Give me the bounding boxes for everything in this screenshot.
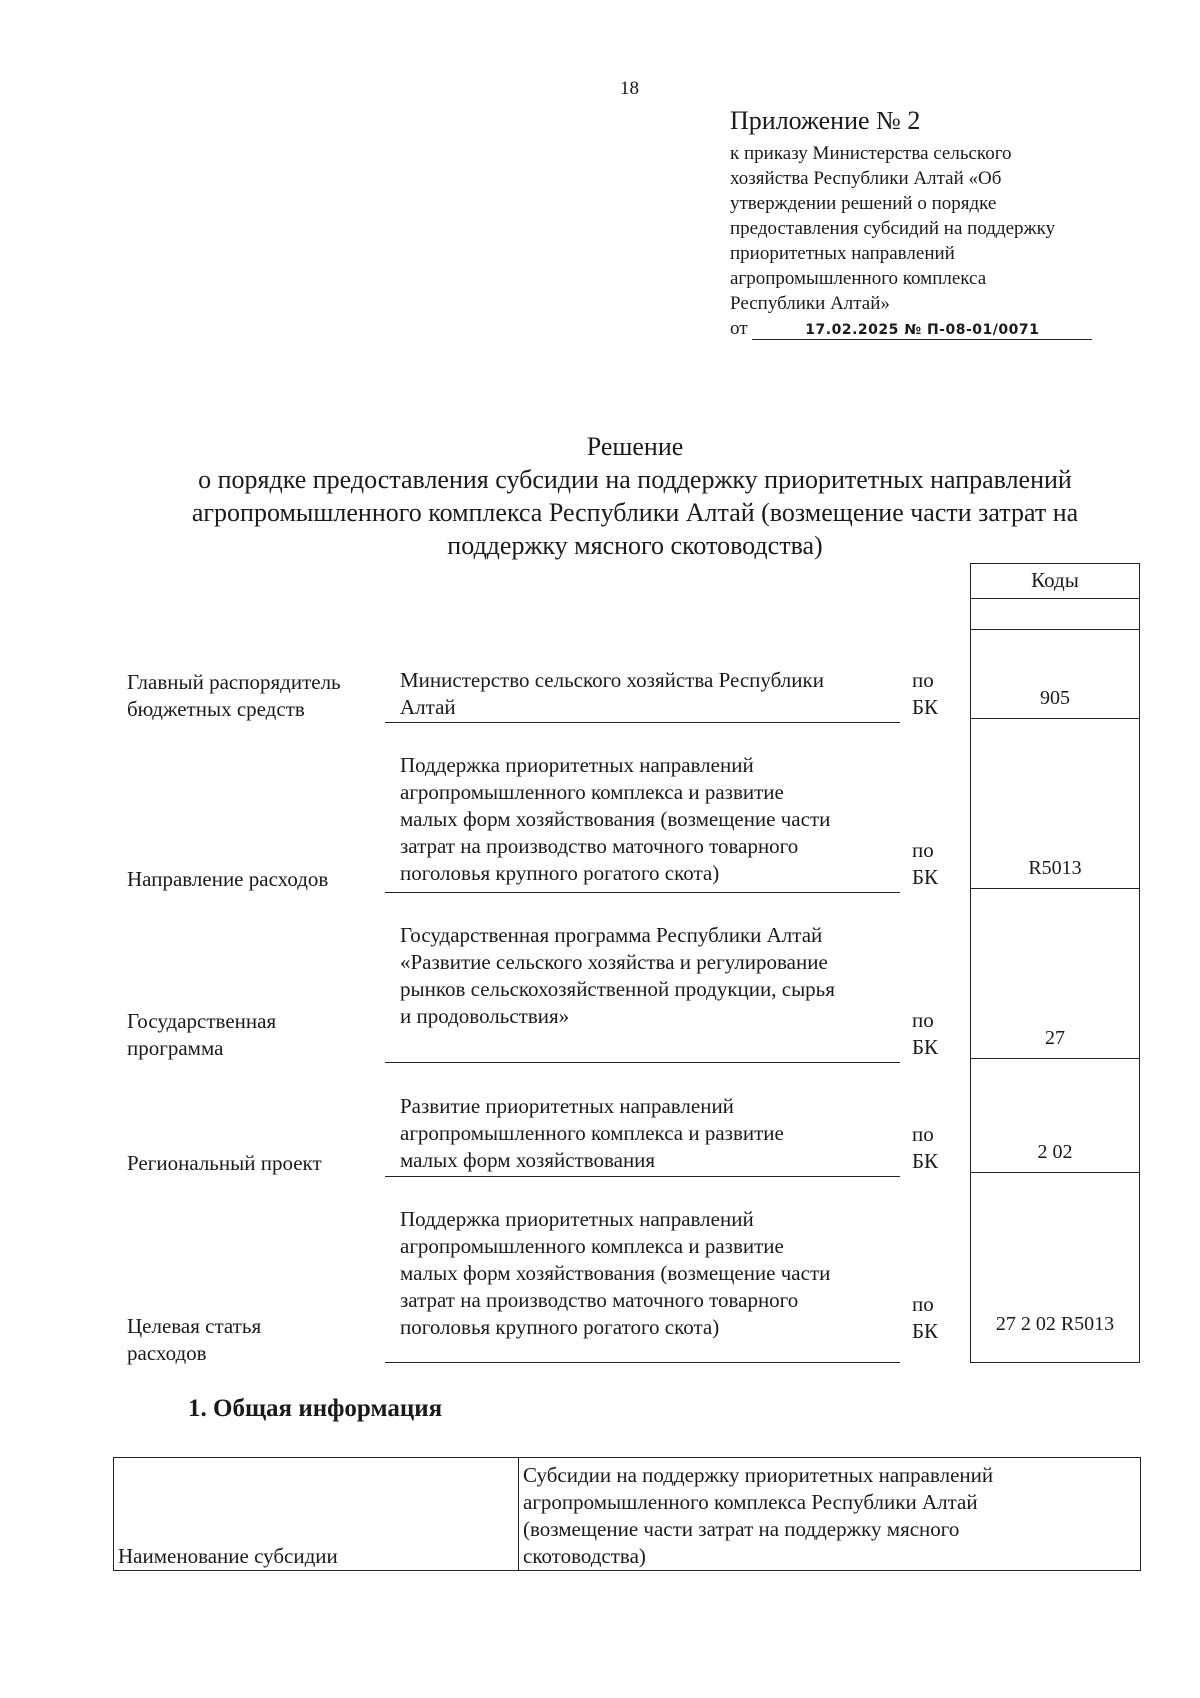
- code-cell: [971, 629, 1139, 719]
- row-underline: [385, 722, 900, 723]
- table-value-line: Субсидии на поддержку приоритетных направлений: [523, 1463, 994, 1487]
- appendix-line: приоритетных направлений: [730, 243, 955, 264]
- row-label: [127, 1313, 261, 1367]
- appendix-block: [730, 105, 1130, 341]
- codes-empty-cell: [971, 598, 1139, 630]
- row-description: [400, 667, 905, 721]
- row-label-line: Государственная: [127, 1009, 277, 1033]
- row-underline: [385, 1362, 900, 1363]
- row-underline: [385, 892, 900, 893]
- row-label: [127, 866, 328, 893]
- appendix-line: к приказу Министерства сельского: [730, 143, 1012, 164]
- appendix-title: Приложение № 2: [730, 106, 921, 135]
- code-cell: [971, 1059, 1139, 1173]
- row-desc-line: рынков сельскохозяйственной продукции, сырья: [400, 977, 835, 1001]
- po-label: по: [912, 1008, 934, 1032]
- row-desc-line: Государственная программа Республики Алтай: [400, 923, 823, 947]
- code-value: 905: [1040, 687, 1070, 709]
- bk-label: БК: [912, 695, 939, 719]
- general-info-table: [113, 1457, 1141, 1571]
- decision-title-block: [100, 430, 1170, 562]
- code-cell: [971, 889, 1139, 1059]
- row-label: [127, 669, 341, 723]
- row-label-line: Региональный проект: [127, 1151, 322, 1175]
- appendix-line: утверждении решений о порядке: [730, 193, 997, 214]
- date-prefix: от: [730, 318, 748, 339]
- row-desc-line: и продовольствия»: [400, 1004, 570, 1028]
- row-po-bk: [912, 1291, 938, 1345]
- row-label: [127, 1150, 322, 1177]
- appendix-line: предоставления субсидий на поддержку: [730, 218, 1056, 239]
- row-label-line: Целевая статья: [127, 1314, 262, 1338]
- decision-subtitle-line: о порядке предоставления субсидии на поддержку приоритетных направлений: [198, 465, 1072, 494]
- code-value: 27: [1045, 1027, 1065, 1049]
- row-underline: [385, 1062, 900, 1063]
- code-cell: [971, 1173, 1139, 1364]
- table-value-line: агропромышленного комплекса Республики Алтай: [523, 1490, 978, 1514]
- decision-subtitle-line: поддержку мясного скотоводства): [447, 531, 823, 560]
- bk-label: БК: [912, 1035, 939, 1059]
- table-value-line: (возмещение части затрат на поддержку мясного: [523, 1517, 960, 1541]
- row-label-line: бюджетных средств: [127, 697, 305, 721]
- table-row: [114, 1458, 1141, 1571]
- row-po-bk: [912, 1121, 938, 1175]
- code-value: 27 2 02 R5013: [995, 1313, 1115, 1335]
- row-desc-line: агропромышленного комплекса и развитие: [400, 780, 784, 804]
- row-description: [400, 1206, 905, 1341]
- codes-column: [970, 563, 1140, 1363]
- decision-title: Решение: [586, 432, 684, 461]
- po-label: по: [912, 1122, 934, 1146]
- row-desc-line: поголовья крупного рогатого скота): [400, 1315, 720, 1339]
- page-number: 18: [620, 78, 639, 99]
- row-label-line: программа: [127, 1036, 224, 1060]
- row-desc-line: поголовья крупного рогатого скота): [400, 861, 720, 885]
- row-desc-line: Поддержка приоритетных направлений: [400, 1207, 754, 1231]
- row-label-line: Главный распорядитель: [127, 670, 341, 694]
- row-desc-line: затрат на производство маточного товарного: [400, 1288, 799, 1312]
- row-po-bk: [912, 667, 938, 721]
- code-value: R5013: [1028, 857, 1082, 879]
- table-value-line: скотоводства): [523, 1544, 646, 1568]
- row-desc-line: малых форм хозяйствования (возмещение части: [400, 1261, 831, 1285]
- codes-header: Коды: [971, 564, 1139, 599]
- row-description: [400, 752, 905, 887]
- bk-label: БК: [912, 1319, 939, 1343]
- row-desc-line: Алтай: [400, 695, 456, 719]
- po-label: по: [912, 1292, 934, 1316]
- appendix-line: агропромышленного комплекса: [730, 268, 987, 289]
- row-label-line: расходов: [127, 1341, 207, 1365]
- bk-label: БК: [912, 1149, 939, 1173]
- row-desc-line: агропромышленного комплекса и развитие: [400, 1121, 784, 1145]
- po-label: по: [912, 668, 934, 692]
- row-desc-line: Поддержка приоритетных направлений: [400, 753, 754, 777]
- appendix-line: хозяйства Республики Алтай «Об: [730, 168, 1002, 189]
- row-description: [400, 922, 905, 1030]
- bk-label: БК: [912, 865, 939, 889]
- row-label: [127, 1008, 276, 1062]
- row-po-bk: [912, 837, 938, 891]
- row-desc-line: «Развитие сельского хозяйства и регулирование: [400, 950, 828, 974]
- row-label-line: Направление расходов: [127, 867, 329, 891]
- code-value: 2 02: [1037, 1141, 1073, 1163]
- row-desc-line: Министерство сельского хозяйства Республики: [400, 668, 824, 692]
- row-po-bk: [912, 1007, 938, 1061]
- row-desc-line: Развитие приоритетных направлений: [400, 1094, 734, 1118]
- date-stamp: 17.02.2025 № П-08-01/0071: [752, 321, 1092, 340]
- table-value-cell: [519, 1458, 1141, 1571]
- row-desc-line: малых форм хозяйствования (возмещение части: [400, 807, 831, 831]
- row-description: [400, 1093, 905, 1174]
- po-label: по: [912, 838, 934, 862]
- code-cell: [971, 719, 1139, 889]
- appendix-body: [730, 141, 1130, 316]
- row-underline: [385, 1176, 900, 1177]
- row-desc-line: агропромышленного комплекса и развитие: [400, 1234, 784, 1258]
- table-label-cell: Наименование субсидии: [114, 1458, 519, 1571]
- row-desc-line: затрат на производство маточного товарного: [400, 834, 799, 858]
- appendix-line: Республики Алтай»: [730, 293, 890, 314]
- row-desc-line: малых форм хозяйствования: [400, 1148, 656, 1172]
- decision-subtitle-line: агропромышленного комплекса Республики Алтай (возмещение части затрат на: [191, 498, 1079, 527]
- section-heading: 1. Общая информация: [188, 1395, 443, 1422]
- appendix-date-row: [730, 316, 1130, 341]
